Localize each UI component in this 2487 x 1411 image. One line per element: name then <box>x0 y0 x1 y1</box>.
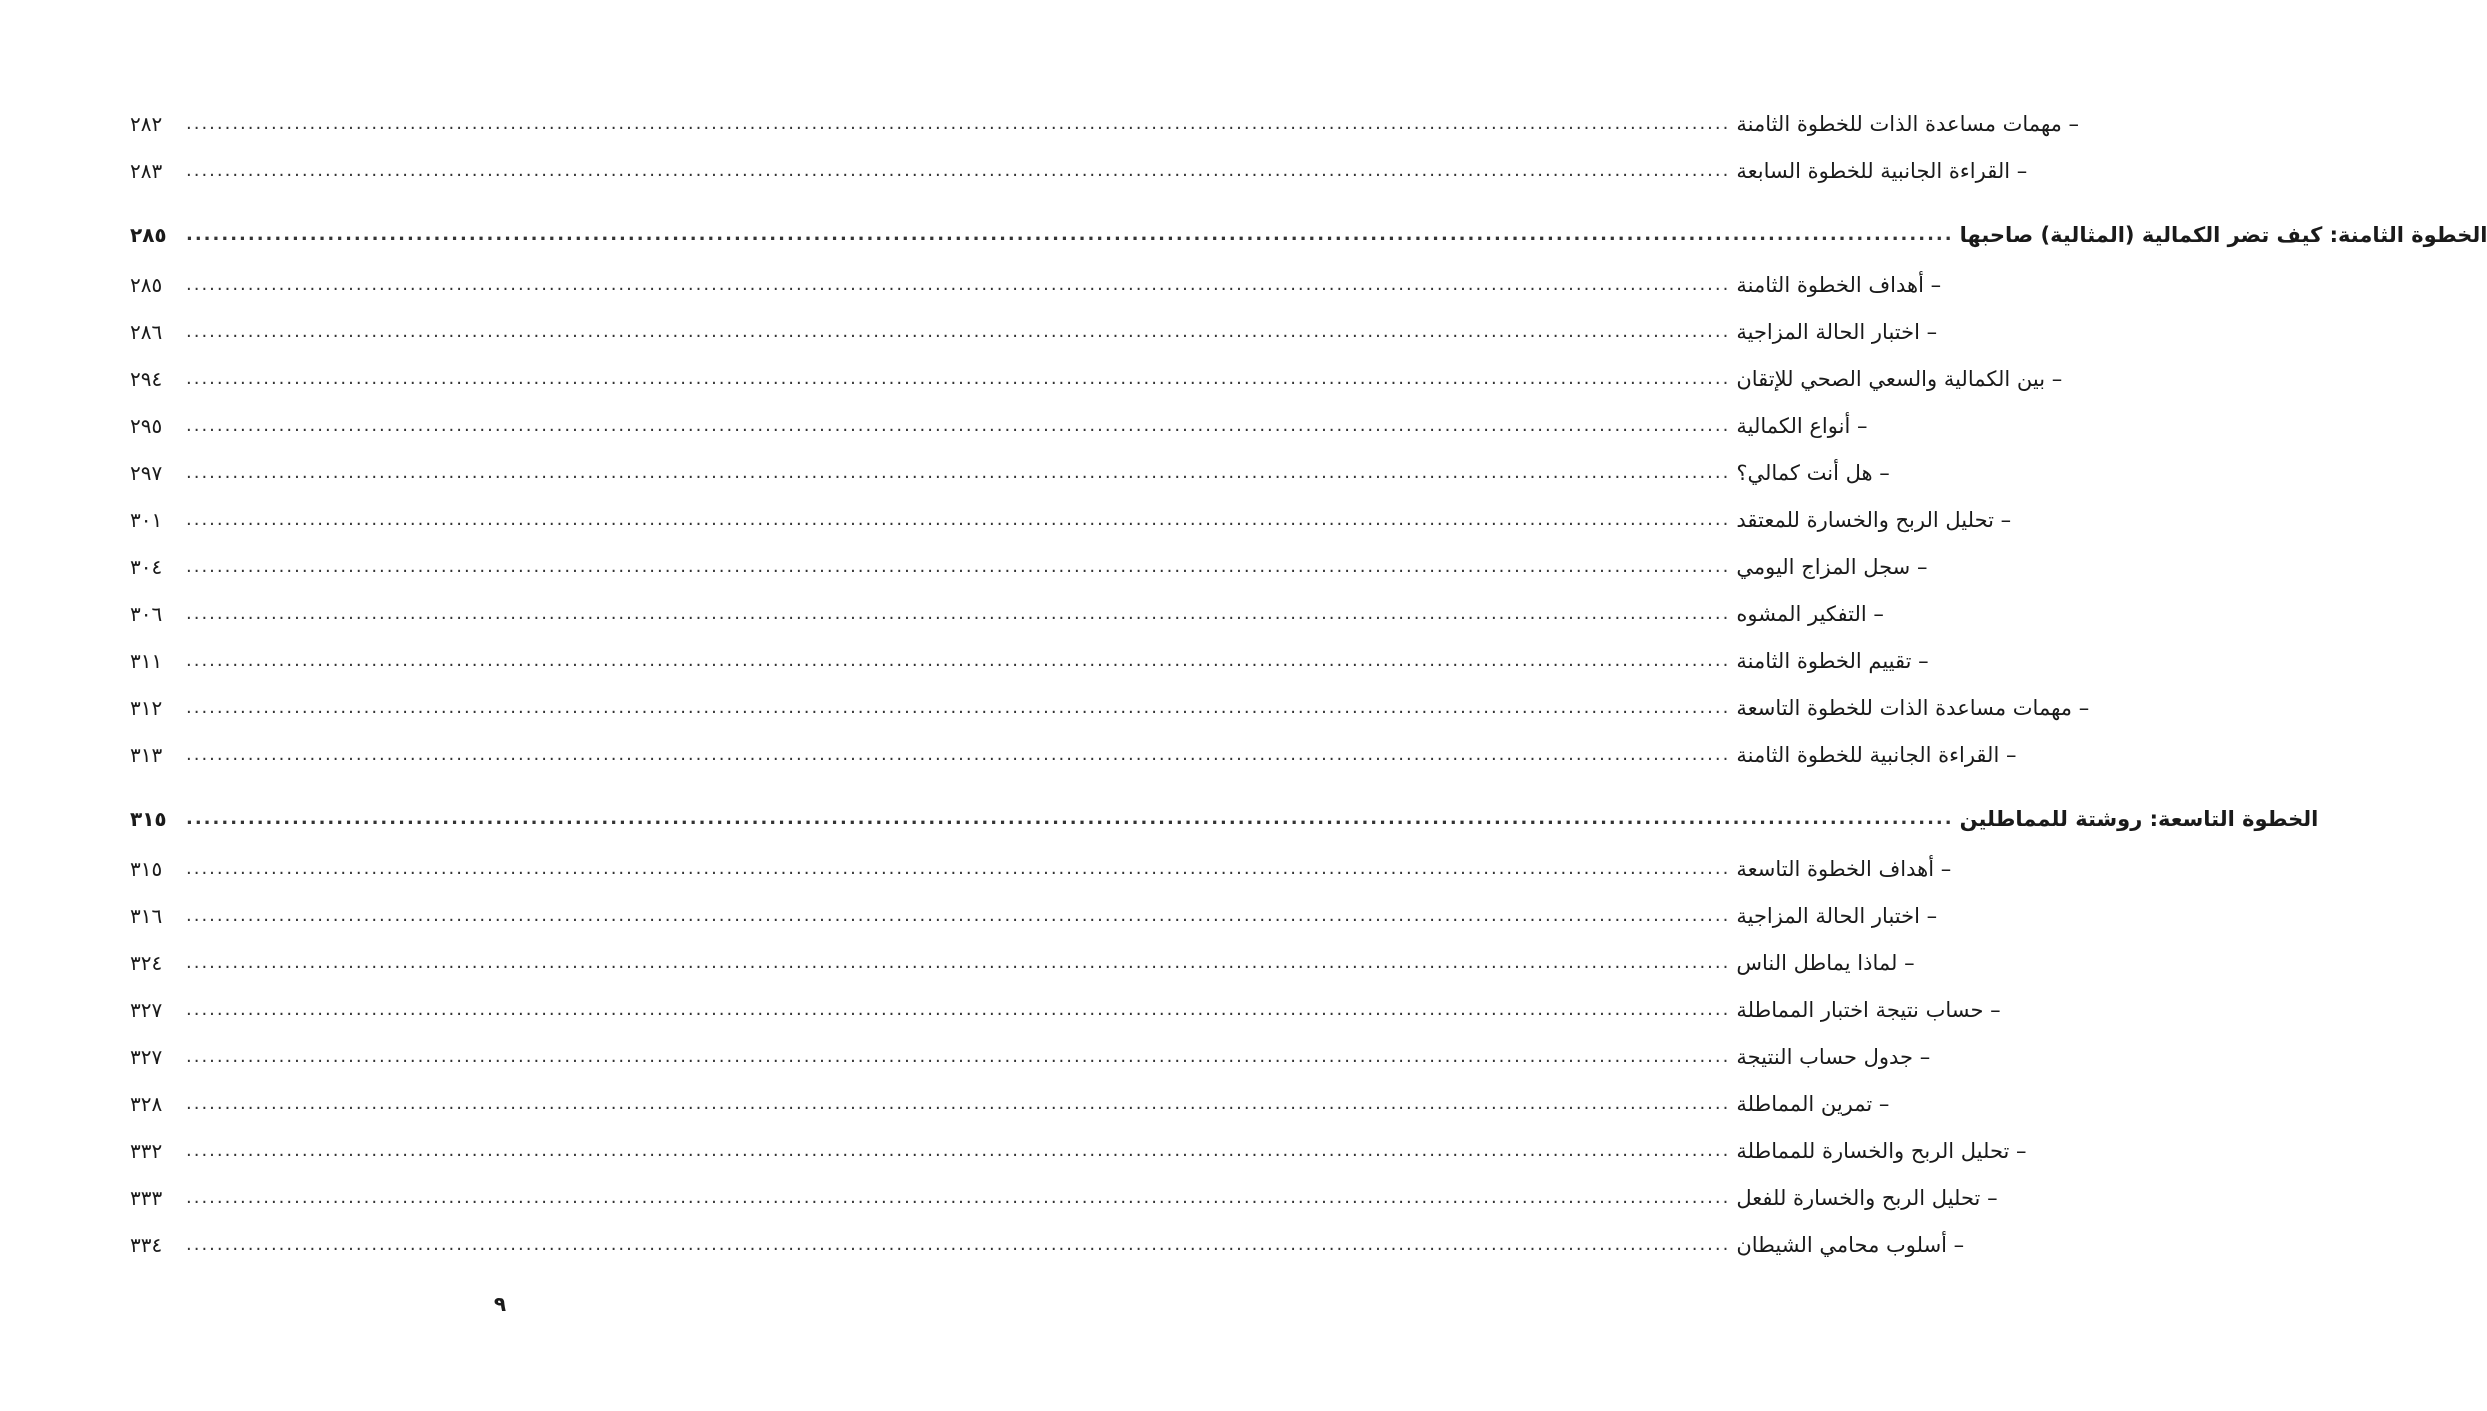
toc-page-number: ٣١٢ <box>130 695 163 720</box>
dot-leader: ........................................................................................................................................................................................................ <box>186 1233 1731 1255</box>
toc-entry-title: – جدول حساب النتيجة <box>1736 1044 1931 1069</box>
toc-entry-title: – اختبار الحالة المزاجية <box>1736 319 1938 344</box>
toc-page-number: ٣١١ <box>130 648 163 673</box>
dot-leader: ........................................................................................................................................................................................................ <box>186 1092 1731 1114</box>
toc-entry <box>130 308 1938 355</box>
dot-leader: ........................................................................................................................................................................................................ <box>186 602 1731 624</box>
toc-entry-title: – تحليل الربح والخسارة للمعتقد <box>1736 507 2012 532</box>
toc-entry-title: – أسلوب محامي الشيطان <box>1736 1232 1965 1257</box>
dot-leader: ........................................................................................................................................................................................................ <box>186 1045 1731 1067</box>
toc-page-number: ٣٢٧ <box>130 1044 163 1069</box>
toc-entry-title: – مهمات مساعدة الذات للخطوة الثامنة <box>1736 111 2080 136</box>
toc-entry-title: – لماذا يماطل الناس <box>1736 950 1915 975</box>
toc-entry <box>130 1080 1890 1127</box>
toc-entry-title: – القراءة الجانبية للخطوة الثامنة <box>1736 742 2017 767</box>
toc-page-number: ٣٢٨ <box>130 1091 163 1116</box>
toc-page-number: ٢٩٧ <box>130 460 163 485</box>
toc-page-number: ٣٣٤ <box>130 1232 163 1257</box>
toc-entry-title: – تقييم الخطوة الثامنة <box>1736 648 1929 673</box>
dot-leader: ........................................................................................................................................................................................................ <box>186 857 1731 879</box>
table-of-contents <box>130 100 2487 1268</box>
dot-leader: ........................................................................................................................................................................................................ <box>186 320 1731 342</box>
page-number: ٩ <box>493 1292 507 1316</box>
toc-page-number: ٢٨٣ <box>130 158 163 183</box>
dot-leader: ........................................................................................................................................................................................................ <box>186 951 1731 973</box>
toc-page-number: ٣٢٤ <box>130 950 163 975</box>
toc-entry <box>130 637 1929 684</box>
dot-leader: ........................................................................................................................................................................................................ <box>186 555 1731 577</box>
dot-leader: ........................................................................................................................................................................................................ <box>186 223 1954 245</box>
toc-page-number: ٢٩٤ <box>130 366 163 391</box>
dot-leader: ........................................................................................................................................................................................................ <box>186 112 1731 134</box>
toc-section-heading <box>130 792 2319 845</box>
toc-entry-title: – سجل المزاج اليومي <box>1736 554 1928 579</box>
dot-leader: ........................................................................................................................................................................................................ <box>186 461 1731 483</box>
dot-leader: ........................................................................................................................................................................................................ <box>186 367 1731 389</box>
toc-entry <box>130 402 1868 449</box>
toc-page-number: ٢٩٥ <box>130 413 163 438</box>
toc-page-number: ٣٠٦ <box>130 601 163 626</box>
dot-leader: ........................................................................................................................................................................................................ <box>186 649 1731 671</box>
toc-page-number: ٣٠٤ <box>130 554 163 579</box>
toc-entry <box>130 1174 1998 1221</box>
toc-entry-title: – اختبار الحالة المزاجية <box>1736 903 1938 928</box>
toc-entry <box>130 590 1884 637</box>
toc-entry-title: – أنواع الكمالية <box>1736 413 1868 438</box>
toc-entry-title: – حساب نتيجة اختبار المماطلة <box>1736 997 2001 1022</box>
toc-page-number: ٣٣٣ <box>130 1185 163 1210</box>
toc-entry <box>130 892 1938 939</box>
toc-entry <box>130 543 1928 590</box>
toc-entry-title: – القراءة الجانبية للخطوة السابعة <box>1736 158 2028 183</box>
toc-entry <box>130 684 2090 731</box>
toc-entry <box>130 496 2012 543</box>
toc-page-number: ٣١٥ <box>130 806 167 831</box>
toc-page-number: ٣٣٢ <box>130 1138 163 1163</box>
toc-entry-title: – بين الكمالية والسعي الصحي للإتقان <box>1736 366 2063 391</box>
toc-entry <box>130 986 2001 1033</box>
dot-leader: ........................................................................................................................................................................................................ <box>186 159 1731 181</box>
toc-entry-title: – أهداف الخطوة التاسعة <box>1736 856 1952 881</box>
toc-entry <box>130 731 2017 778</box>
toc-page-number: ٣١٦ <box>130 903 163 928</box>
toc-entry-title: – تمرين المماطلة <box>1736 1091 1890 1116</box>
toc-entry-title: – هل أنت كمالي؟ <box>1736 460 1890 485</box>
toc-page-number: ٢٨٦ <box>130 319 163 344</box>
toc-entry-title: الخطوة التاسعة: روشتة للمماطلين <box>1959 806 2319 831</box>
toc-page-number: ٣٢٧ <box>130 997 163 1022</box>
dot-leader: ........................................................................................................................................................................................................ <box>186 508 1731 530</box>
toc-page-number: ٢٨٥ <box>130 222 167 247</box>
toc-page-number: ٣١٣ <box>130 742 163 767</box>
dot-leader: ........................................................................................................................................................................................................ <box>186 696 1731 718</box>
toc-entry-title: – مهمات مساعدة الذات للخطوة التاسعة <box>1736 695 2090 720</box>
dot-leader: ........................................................................................................................................................................................................ <box>186 1186 1731 1208</box>
toc-entry-title: – تحليل الربح والخسارة للمماطلة <box>1736 1138 2027 1163</box>
toc-entry <box>130 939 1915 986</box>
toc-entry <box>130 845 1952 892</box>
toc-entry <box>130 100 2080 147</box>
toc-page-number: ٢٨٢ <box>130 111 163 136</box>
toc-page-number: ٢٨٥ <box>130 272 163 297</box>
toc-entry <box>130 449 1890 496</box>
dot-leader: ........................................................................................................................................................................................................ <box>186 807 1954 829</box>
dot-leader: ........................................................................................................................................................................................................ <box>186 743 1731 765</box>
toc-entry-title: الخطوة الثامنة: كيف تضر الكمالية (المثالية) صاحبها <box>1959 222 2487 247</box>
toc-section-heading <box>130 208 2487 261</box>
dot-leader: ........................................................................................................................................................................................................ <box>186 273 1731 295</box>
dot-leader: ........................................................................................................................................................................................................ <box>186 998 1731 1020</box>
dot-leader: ........................................................................................................................................................................................................ <box>186 1139 1731 1161</box>
dot-leader: ........................................................................................................................................................................................................ <box>186 414 1731 436</box>
toc-entry <box>130 355 2063 402</box>
toc-entry-title: – التفكير المشوه <box>1736 601 1884 626</box>
toc-entry-title: – تحليل الربح والخسارة للفعل <box>1736 1185 1998 1210</box>
toc-entry <box>130 1127 2027 1174</box>
toc-page-number: ٣١٥ <box>130 856 163 881</box>
toc-entry <box>130 1221 1965 1268</box>
toc-entry-title: – أهداف الخطوة الثامنة <box>1736 272 1942 297</box>
toc-entry <box>130 261 1942 308</box>
toc-entry <box>130 1033 1931 1080</box>
toc-entry <box>130 147 2028 194</box>
dot-leader: ........................................................................................................................................................................................................ <box>186 904 1731 926</box>
toc-page-number: ٣٠١ <box>130 507 163 532</box>
